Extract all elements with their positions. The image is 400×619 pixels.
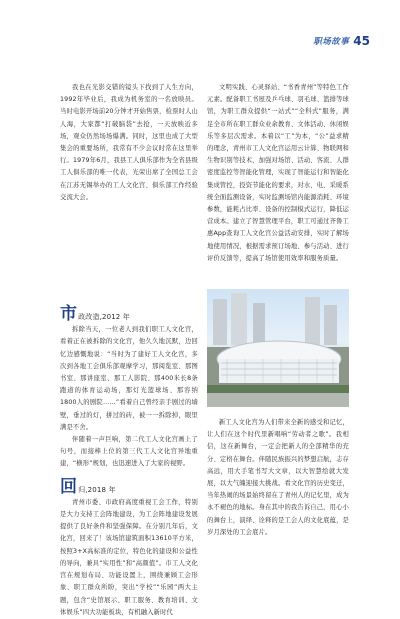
column-gap [60,204,198,298]
page-number: 45 [353,34,370,48]
building-photo [207,289,349,407]
section-title: 归,2018 年 [78,485,116,494]
body-paragraph: 拆除当天，一位老人到我们职工人文化宫，看着正在被拆除的文化宫，他久久地沉默，边回忆边感慨地说：“当时为了建好工人文化宫，多次到各地工会俱乐部观摩学习，那阅览室、那图书室、那讲座室、那工人影院、那400米长8条跑道的体育运动场，那灯光篮球场、那容纳1800人的剧院……”看着自己曾经亲手剧过的墙壁，垂过的灯，拼过的砖，被一一拆除掉，眼里满是不舍。 [60,326,198,431]
section-title: 政改造,2012 年 [78,313,130,322]
right-column [207,82,349,539]
intro-paragraph: 我也在光影交错的镜头下找到了人生方向，1992年毕业后，我成为机务室的一名放映员。当时电影开场前20分钟才开始售票，检票时人山人海，大家都“打破脑袋”去抢，一天放映近多场，观众仍然场场爆满。同时，这里也成了大型集会的重要场所，我常有不少会议时常在这里举行。1979年6月，我县工人俱乐部作为全省县级工人俱乐部的唯一代表，光荣出席了全国总工会在江苏无锡举办的工人文化宫、俱乐部工作经验交流大会。 [60,84,198,201]
left-column [60,82,198,619]
section-initial: 回 [60,476,78,497]
body-paragraph: 文明实践、心灵驿站、“书香青州”等特色工作元素。配备职工书屋及乒乓球、羽毛球、篮排等球馆，为职工群众提供“一站式”“全科式”服务，满足全市所在职工群众业余教育、文体活动、休闲娱乐等多层次需求。本着以“工”为本，“公”益求精的理念，青州市工人文化宫运用云计算、物联网和生物识别等技术，加强对场馆、活动、客流、人群密度监控等智能化管理，实现了智能运行和智能化集成管控，投资节能化的要求，对水、电、采暖系统全面监测设备，实时监测场馆内能源消耗、环境参数，能耗占比率、设备的控制模式运行，降低运营成本。建立了智慧管理平台，职工可通过齐鲁工惠App查询工人文化宫公益活动安排，实时了解场地使用情况，根据需求预订场地、参与活动、进行评价反馈等，提高了场馆使用效率和服务质量。 [207,84,349,262]
section-label: 职场故事 [313,37,350,47]
body-paragraph: 伴随着一声巨响，第二代工人文化宫画上了句号，而接棒上位的第三代工人文化宫异地重建，“横形”规划，也迅速进入了大家的视野。 [60,436,198,468]
page-header [313,34,370,48]
section-heading-2012 [60,306,198,323]
body-paragraph: 新工人文化宫为人们带来全新的感受和记忆，让人们在这个时代里新唱响“劳动者之歌”。我相信，这在新舞台，一定会把新人的全部精华的充分、定格在舞台。伴随民族振兴的梦想启航，志存高远，用大手笔书写大文章，以大智慧绘就大发展，以大气魄迎接大挑战。看文化宫的历史变迁，当年热闹的场景始终留在了青州人的记忆里，成为永不褪色的地标。身在其中的我告诉自己，用心小的舞台上，演绎、诠释的是工会人的文化底蕴，是岁月深处的工会底片。 [207,419,349,536]
section-heading-2018 [60,476,198,497]
body-paragraph: 青州市委、市政府高度重视工会工作，特别是大力支持工会阵地建设，为工会阵地建设发展提供了良好条件和坚强保障。在分别几年后，文化宫，回来了！该场馆建筑面积13610平方米，按照3+X高标准的定位，特色化的建设和公益性的导向，兼具“实用性”和“高颜值”。市工人文化宫在规划布局、功能设置上，围绕兼顾工会形象、职工群众所盼，突出“学校”“乐园”两大主题，包含“史馆展示、职工服务、教育培训、文体娱乐”四大功能板块，有机融入新时代 [60,498,198,616]
section-initial: 市 [60,304,78,325]
stadium-illustration [207,289,349,407]
column-gap [207,265,349,287]
